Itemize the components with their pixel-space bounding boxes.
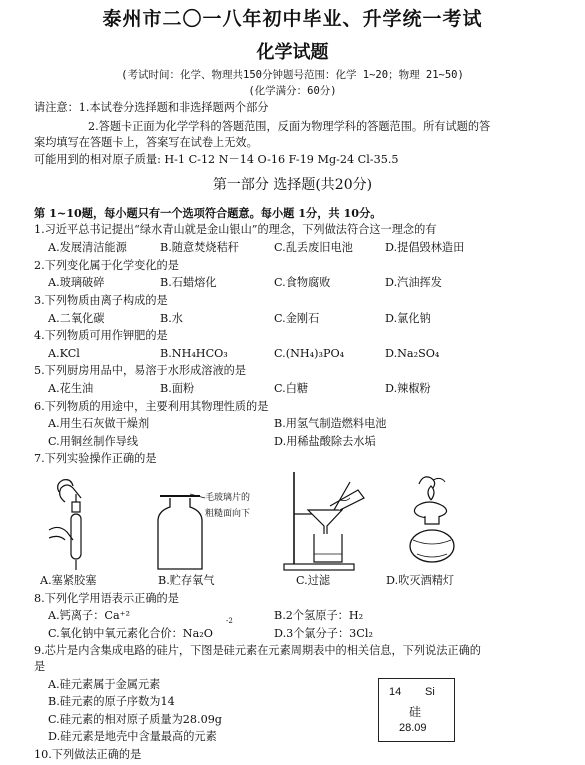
question-4-stem: 4.下列物质可用作钾肥的是 — [34, 329, 168, 342]
instruction: 第 1~10题，每小题只有一个选项符合题意。每小题 1分，共 10分。 — [34, 206, 382, 220]
question-7-option-d: D.吹灭酒精灯 — [386, 574, 455, 587]
figure-note-line-2: 粗糙面向下 — [205, 509, 251, 519]
question-8-charge: -2 — [226, 617, 233, 625]
figure-insert-stopper — [45, 472, 115, 572]
question-6-stem: 6.下列物质的用途中，主要利用其物理性质的是 — [34, 400, 269, 413]
element-mass: 28.09 — [399, 722, 427, 734]
question-2-stem: 2.下列变化属于化学变化的是 — [34, 259, 179, 272]
question-5-option-c: C.白糖 — [274, 382, 309, 395]
question-9-stem-line-1: 9.芯片是内含集成电路的硅片，下图是硅元素在元素周期表中的相关信息，下列说法正确的 — [34, 644, 481, 657]
element-name: 硅 — [409, 705, 422, 719]
figure-gas-jar — [150, 493, 210, 573]
question-2-option-a: A.玻璃破碎 — [48, 276, 105, 289]
question-4-option-d: D.Na₂SO₄ — [385, 347, 440, 360]
question-3-option-d: D.氯化钠 — [385, 312, 431, 325]
notes-item-2-line-2: 案均填写在答题卡上，答案写在试卷上无效。 — [34, 136, 258, 149]
question-7-option-b: B.贮存氧气 — [158, 574, 215, 587]
exam-score: (化学满分：60分) — [248, 85, 337, 97]
figure-filtration — [280, 468, 370, 573]
notes-item-1: 1.本试卷分选择题和非选择题两个部分 — [78, 101, 269, 114]
question-1-option-d: D.提倡毁林造田 — [385, 241, 465, 254]
exam-title: 泰州市二〇一八年初中毕业、升学统一考试 — [102, 8, 483, 30]
question-9-option-d: D.硅元素是地壳中含量最高的元素 — [48, 730, 217, 743]
figure-note-line-1: 毛玻璃片的 — [205, 493, 251, 503]
question-3-stem: 3.下列物质由离子构成的是 — [34, 294, 168, 307]
question-2-option-c: C.食物腐败 — [274, 276, 331, 289]
figure-alcohol-lamp — [405, 470, 465, 570]
question-7-option-c: C.过滤 — [296, 574, 331, 587]
question-6-option-d: D.用稀盐酸除去水垢 — [274, 435, 376, 448]
element-number: 14 — [389, 686, 402, 698]
atomic-masses: 可能用到的相对原子质量: H-1 C-12 N－14 O-16 F-19 Mg-24 Cl-35.5 — [34, 153, 399, 166]
question-1-option-b: B.随意焚烧秸秆 — [160, 241, 239, 254]
question-4-option-a: A.KCl — [48, 347, 80, 360]
question-8-option-c: C.氧化钠中氧元素化合价：Na₂O — [48, 627, 213, 640]
element-box-silicon — [378, 678, 455, 742]
question-8-option-d: D.3个氯分子：3Cl₂ — [274, 627, 373, 640]
question-3-option-c: C.金刚石 — [274, 312, 320, 325]
question-3-option-a: A.二氧化碳 — [48, 312, 105, 325]
question-6-option-a: A.用生石灰做干燥剂 — [48, 417, 150, 430]
question-6-option-b: B.用氢气制造燃料电池 — [274, 417, 387, 430]
notes-item-2-line-1: 2.答题卡正面为化学学科的答题范围，反面为物理学科的答题范围。所有试题的答 — [88, 120, 491, 133]
notes-label: 请注意： — [34, 101, 79, 114]
question-2-option-b: B.石蜡熔化 — [160, 276, 217, 289]
question-1-option-a: A.发展清洁能源 — [48, 241, 127, 254]
question-4-option-b: B.NH₄HCO₃ — [160, 347, 228, 360]
exam-subtitle: 化学试题 — [256, 42, 329, 63]
question-8-option-b: B.2个氢原子：H₂ — [274, 609, 364, 622]
question-3-option-b: B.水 — [160, 312, 183, 325]
figure-note-pointer — [190, 492, 210, 502]
question-8-option-a: A.钙离子：Ca⁺² — [48, 609, 131, 622]
question-7-option-a: A.塞紧胶塞 — [40, 574, 97, 587]
question-10-stem: 10.下列做法正确的是 — [34, 748, 142, 761]
question-9-option-a: A.硅元素属于金属元素 — [48, 678, 161, 691]
question-4-option-c: C.(NH₄)₃PO₄ — [274, 347, 345, 360]
question-5-stem: 5.下列厨房用品中，易溶于水形成溶液的是 — [34, 364, 247, 377]
question-9-option-c: C.硅元素的相对原子质量为28.09g — [48, 713, 222, 726]
notes-block — [34, 100, 268, 116]
section-title: 第一部分 选择题(共20分) — [212, 177, 373, 193]
question-8-stem: 8.下列化学用语表示正确的是 — [34, 592, 179, 605]
question-9-stem-line-2: 是 — [34, 660, 46, 673]
question-5-option-b: B.面粉 — [160, 382, 195, 395]
question-1-option-c: C.乱丢废旧电池 — [274, 241, 353, 254]
question-6-option-c: C.用铜丝制作导线 — [48, 435, 139, 448]
question-1-stem: 1.习近平总书记提出“绿水青山就是金山银山”的理念，下列做法符合这一理念的有 — [34, 223, 437, 236]
question-5-option-d: D.辣椒粉 — [385, 382, 431, 395]
element-symbol: Si — [425, 686, 435, 698]
question-9-option-b: B.硅元素的原子序数为14 — [48, 695, 175, 708]
question-5-option-a: A.花生油 — [48, 382, 94, 395]
question-2-option-d: D.汽油挥发 — [385, 276, 442, 289]
exam-info: (考试时间：化学、物理共150分钟题号范围：化学 1~20；物理 21~50) — [121, 69, 464, 81]
question-7-stem: 7.下列实验操作正确的是 — [34, 452, 157, 465]
